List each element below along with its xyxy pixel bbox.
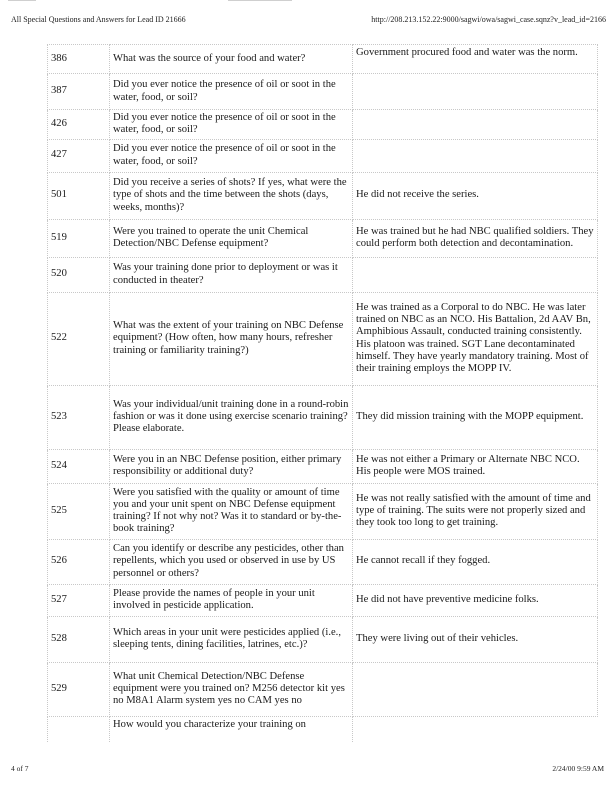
table-row <box>48 449 598 483</box>
answer-text: He was not either a Primary or Alternate NBC NCO. His people were MOS trained. <box>353 449 598 483</box>
answer-text: He did not have preventive medicine folks. <box>353 584 598 616</box>
question-text: Were you trained to operate the unit Chemical Detection/NBC Defense equipment? <box>110 219 353 257</box>
answer-text <box>353 662 598 716</box>
page-url: http://208.213.152.22:9000/sagwi/owa/sagwi_case.sqnz?v_lead_id=2166 <box>371 15 606 24</box>
table-row <box>48 110 598 140</box>
question-text: Did you ever notice the presence of oil or soot in the water, food, or soil? <box>110 139 353 172</box>
table-row <box>48 616 598 662</box>
answer-text <box>353 74 598 110</box>
table-row <box>48 483 598 539</box>
table-row <box>48 45 598 74</box>
answer-text <box>353 110 598 140</box>
question-id: 426 <box>48 110 110 140</box>
question-id <box>48 716 110 742</box>
table-row <box>48 385 598 449</box>
question-text: Please provide the names of people in your unit involved in pesticide application. <box>110 584 353 616</box>
page-title: All Special Questions and Answers for Lead ID 21666 <box>11 15 186 24</box>
question-id: 526 <box>48 539 110 584</box>
question-text: What was the source of your food and water? <box>110 45 353 74</box>
question-text: How would you characterize your training on <box>110 716 353 742</box>
table-row <box>48 172 598 219</box>
question-id: 519 <box>48 219 110 257</box>
answer-text: He cannot recall if they fogged. <box>353 539 598 584</box>
answer-text <box>353 716 598 742</box>
top-edge-mark-center <box>228 0 292 1</box>
question-id: 386 <box>48 45 110 74</box>
question-text: Did you receive a series of shots? If yes, what were the type of shots and the time between the shots (days, weeks, months)? <box>110 172 353 219</box>
question-id: 520 <box>48 257 110 292</box>
answer-text: He was not really satisfied with the amount of time and type of training. The suits were not properly sized and they took too long to get training. <box>353 483 598 539</box>
table-row <box>48 219 598 257</box>
questions-table <box>47 44 598 742</box>
table-row <box>48 716 598 742</box>
answer-text: They did mission training with the MOPP equipment. <box>353 385 598 449</box>
question-text: Which areas in your unit were pesticides applied (i.e., sleeping tents, dining facilities, latrines, etc.)? <box>110 616 353 662</box>
question-id: 501 <box>48 172 110 219</box>
question-id: 427 <box>48 139 110 172</box>
answer-text: He did not receive the series. <box>353 172 598 219</box>
question-text: Did you ever notice the presence of oil or soot in the water, food, or soil? <box>110 110 353 140</box>
question-id: 529 <box>48 662 110 716</box>
table-row <box>48 257 598 292</box>
question-id: 523 <box>48 385 110 449</box>
question-id: 525 <box>48 483 110 539</box>
answer-text: Government procured food and water was the norm. <box>353 45 598 74</box>
question-text: What unit Chemical Detection/NBC Defense equipment were you trained on? M256 detector kit yes no M8A1 Alarm system yes no CAM yes no <box>110 662 353 716</box>
table-row <box>48 584 598 616</box>
question-text: Was your training done prior to deployment or was it conducted in theater? <box>110 257 353 292</box>
table-row <box>48 292 598 385</box>
answer-text <box>353 139 598 172</box>
question-text: What was the extent of your training on NBC Defense equipment? (How often, how many hours, refresher training or familiarity training?) <box>110 292 353 385</box>
answer-text: He was trained as a Corporal to do NBC. He was later trained on NBC as an NCO. His Battalion, 2d AAV Bn, Amphibious Assault, conducted training consistently. His platoon was trained. SGT Lane decontaminated himself. They have yearly mandatory training. Most of their training employs the MOPP IV. <box>353 292 598 385</box>
question-text: Can you identify or describe any pesticides, other than repellents, which you used or observed in use by US personnel or others? <box>110 539 353 584</box>
page-number: 4 of 7 <box>11 764 29 773</box>
answer-text: He was trained but he had NBC qualified soldiers. They could perform both detection and decontamination. <box>353 219 598 257</box>
table-row <box>48 662 598 716</box>
question-text: Were you in an NBC Defense position, either primary responsibility or additional duty? <box>110 449 353 483</box>
print-timestamp: 2/24/00 9:59 AM <box>552 764 604 773</box>
question-id: 528 <box>48 616 110 662</box>
table-row <box>48 74 598 110</box>
table-row <box>48 539 598 584</box>
question-text: Were you satisfied with the quality or amount of time you and your unit spent on NBC Defense equipment training? If not why not? Was it to standard or by-the-book training? <box>110 483 353 539</box>
top-edge-mark-left <box>8 0 36 1</box>
question-id: 522 <box>48 292 110 385</box>
table-row <box>48 139 598 172</box>
answer-text <box>353 257 598 292</box>
question-text: Did you ever notice the presence of oil or soot in the water, food, or soil? <box>110 74 353 110</box>
question-id: 524 <box>48 449 110 483</box>
question-id: 387 <box>48 74 110 110</box>
question-text: Was your individual/unit training done in a round-robin fashion or was it done using exercise scenario training? Please elaborate. <box>110 385 353 449</box>
question-id: 527 <box>48 584 110 616</box>
answer-text: They were living out of their vehicles. <box>353 616 598 662</box>
